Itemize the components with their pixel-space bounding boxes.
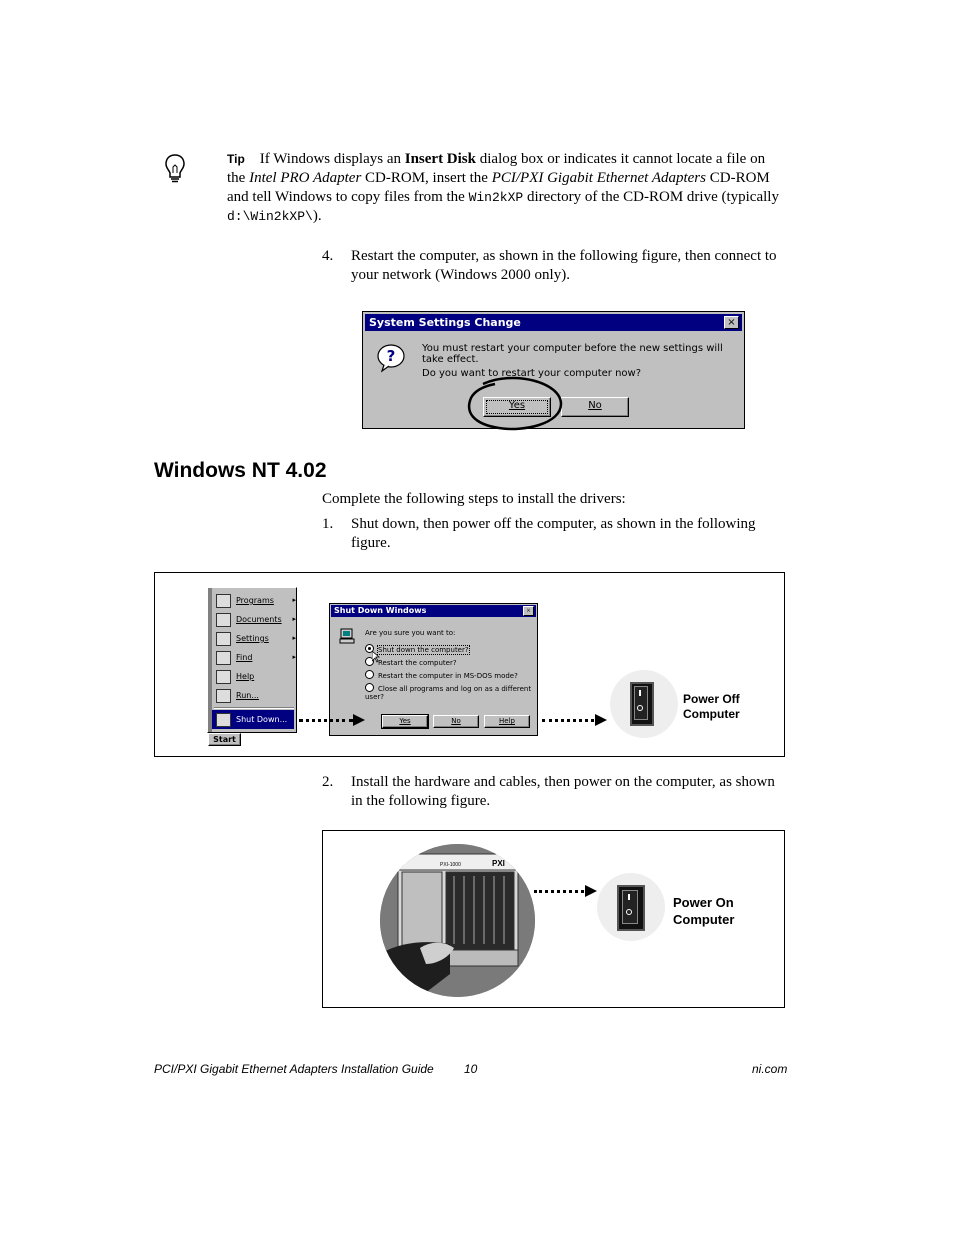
shutdown-yes-label: Yes xyxy=(399,717,411,725)
menu-item-programs[interactable] xyxy=(214,591,298,610)
figure-power-on xyxy=(322,830,785,1008)
footer-title: PCI/PXI Gigabit Ethernet Adapters Installation Guide xyxy=(154,1062,434,1076)
switch-on-mark-icon xyxy=(628,894,630,900)
step-2-number: 2. xyxy=(322,774,334,790)
shutdown-no-label: No xyxy=(451,717,461,725)
shutdown-icon xyxy=(216,713,231,727)
tip-text: If Windows displays an xyxy=(259,151,405,167)
power-on-line-1: Power On xyxy=(673,895,734,910)
tip-label: Tip xyxy=(227,152,245,166)
tip-text: CD-ROM, insert the xyxy=(361,170,492,186)
shutdown-dialog-titlebar xyxy=(331,605,536,617)
shutdown-prompt: Are you sure you want to: xyxy=(365,629,456,637)
power-on-switch xyxy=(597,873,665,941)
question-icon xyxy=(376,343,406,373)
programs-icon xyxy=(216,594,231,608)
menu-item-documents[interactable] xyxy=(214,610,298,629)
section-heading: Windows NT 4.02 xyxy=(154,459,327,482)
switch-rocker xyxy=(634,686,648,720)
footer-page-number: 10 xyxy=(464,1062,478,1076)
power-off-label xyxy=(683,692,740,722)
step-1-text: Shut down, then power off the computer, as shown in the following figure. xyxy=(351,516,756,551)
yes-button-label: Yes xyxy=(508,400,526,411)
tip-paragraph xyxy=(227,150,787,226)
step-4-text: Restart the computer, as shown in the following figure, then connect to your network (Windows 2000 only). xyxy=(351,248,777,283)
menu-item-label: Help xyxy=(236,672,255,681)
power-off-switch xyxy=(610,670,678,738)
chassis-model-label: PXI-1000 xyxy=(440,862,461,868)
arrow-dots-2 xyxy=(542,719,594,722)
shutdown-dialog-title: Shut Down Windows xyxy=(334,606,427,615)
option-label: Restart the computer in MS-DOS mode? xyxy=(378,672,518,680)
section-intro: Complete the following steps to install the drivers: xyxy=(322,491,626,507)
dialog-message-1: You must restart your computer before the new settings will take effect. xyxy=(422,343,723,365)
menu-item-shutdown[interactable] xyxy=(212,710,294,729)
submenu-arrow-icon: ▸ xyxy=(292,634,296,642)
power-off-line-1: Power Off xyxy=(683,692,740,706)
dialog-message-2: Do you want to restart your computer now? xyxy=(422,368,642,379)
arrowhead-1 xyxy=(353,714,365,726)
shutdown-yes-button[interactable] xyxy=(382,715,428,728)
documents-icon xyxy=(216,613,231,627)
help-icon xyxy=(216,670,231,684)
menu-item-label: Run... xyxy=(236,691,259,700)
radio-icon xyxy=(365,670,374,679)
menu-item-settings[interactable] xyxy=(214,629,298,648)
close-icon[interactable]: × xyxy=(523,606,534,616)
menu-item-label: Documents xyxy=(236,615,282,624)
option-shutdown[interactable] xyxy=(365,644,469,654)
option-label: Restart the computer? xyxy=(378,659,457,667)
option-logoff[interactable] xyxy=(365,683,537,701)
power-on-line-2: Computer xyxy=(673,912,735,927)
start-button-label: Start xyxy=(213,735,236,744)
find-icon xyxy=(216,651,231,665)
power-on-label xyxy=(673,894,734,928)
step-4-number: 4. xyxy=(322,248,334,264)
option-label: Shut down the computer? xyxy=(378,646,469,654)
chassis-photo xyxy=(380,844,535,997)
tip-icon xyxy=(163,153,187,185)
shutdown-help-button[interactable] xyxy=(484,715,530,728)
tip-text: CD-ROM and tell Windows to copy files from the xyxy=(227,170,770,205)
shutdown-no-button[interactable] xyxy=(433,715,479,728)
tip-italic: Intel PRO Adapter xyxy=(249,170,362,186)
tip-code: d:\Win2kXP\ xyxy=(227,209,313,224)
tip-italic: PCI/PXI Gigabit Ethernet Adapters xyxy=(491,170,706,186)
menu-divider xyxy=(214,707,294,709)
arrow-dots-3 xyxy=(534,890,584,893)
submenu-arrow-icon: ▸ xyxy=(292,615,296,623)
computer-icon xyxy=(339,628,355,644)
tip-text: dialog box or indicates it cannot locate a file on the xyxy=(227,151,766,186)
chassis-brand-label: PXI xyxy=(492,859,505,868)
menu-item-help[interactable] xyxy=(214,667,298,686)
figure-shutdown xyxy=(154,572,785,757)
svg-text:?: ? xyxy=(386,347,396,365)
power-off-line-2: Computer xyxy=(683,707,740,721)
restart-dialog xyxy=(362,311,745,429)
tip-text: ). xyxy=(312,208,322,224)
menu-item-run[interactable] xyxy=(214,686,298,705)
submenu-arrow-icon: ▸ xyxy=(292,653,296,661)
menu-item-label: Shut Down... xyxy=(236,715,288,724)
switch-rocker xyxy=(622,890,638,924)
settings-icon xyxy=(216,632,231,646)
menu-item-label: Settings xyxy=(236,634,269,643)
dialog-titlebar xyxy=(365,314,742,331)
dialog-title: System Settings Change xyxy=(369,316,521,329)
submenu-arrow-icon: ▸ xyxy=(292,596,296,604)
option-restart-dos[interactable] xyxy=(365,670,518,680)
tip-code: Win2kXP xyxy=(468,190,524,205)
no-button-label: No xyxy=(588,400,602,411)
tip-text: directory of the CD-ROM drive (typically xyxy=(523,189,779,205)
switch-on-mark-icon xyxy=(639,690,641,696)
step-1-number: 1. xyxy=(322,516,334,532)
highlight-circle xyxy=(463,372,567,434)
run-icon xyxy=(216,689,231,703)
start-button[interactable] xyxy=(208,733,241,746)
menu-item-label: Programs xyxy=(236,596,274,605)
menu-item-find[interactable] xyxy=(214,648,298,667)
close-icon[interactable]: × xyxy=(724,316,739,329)
radio-icon xyxy=(365,683,374,692)
switch-off-mark-icon xyxy=(637,705,643,711)
option-label: Close all programs and log on as a different user? xyxy=(365,685,532,701)
switch-off-mark-icon xyxy=(626,909,632,915)
start-menu xyxy=(207,587,297,733)
step-2-text: Install the hardware and cables, then power on the computer, as shown in the following figure. xyxy=(351,774,775,809)
tip-bold: Insert Disk xyxy=(404,151,476,167)
arrowhead-3 xyxy=(585,885,597,897)
mouse-cursor-icon xyxy=(372,650,380,662)
arrowhead-2 xyxy=(595,714,607,726)
menu-item-label: Find xyxy=(236,653,253,662)
arrow-dots-1 xyxy=(299,719,353,722)
footer-site-link[interactable]: ni.com xyxy=(752,1062,788,1076)
shutdown-help-label: Help xyxy=(499,717,515,725)
no-button[interactable] xyxy=(561,397,629,417)
